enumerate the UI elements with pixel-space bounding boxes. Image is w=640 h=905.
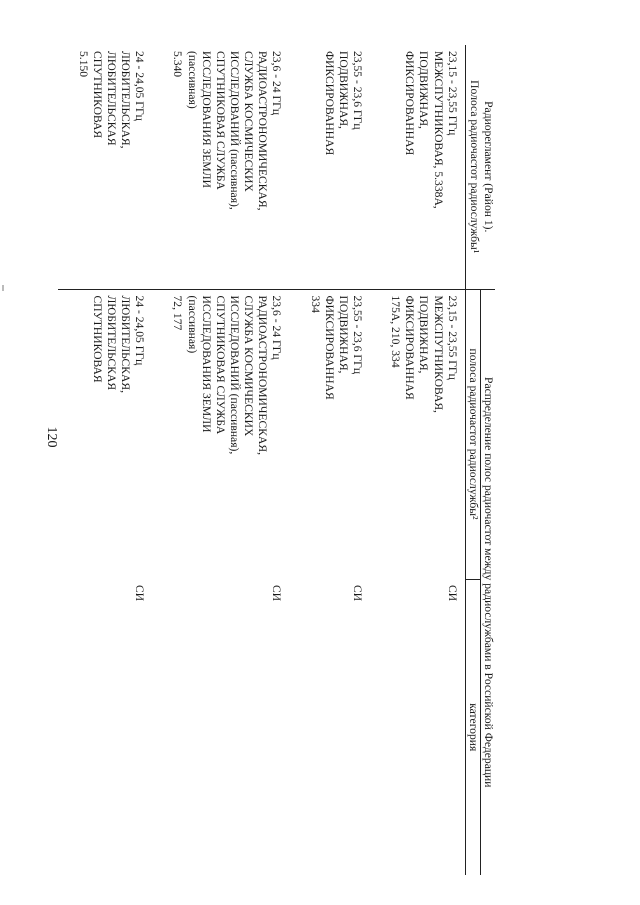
cell-frequency-band-line: ПОДВИЖНАЯ,	[417, 295, 431, 374]
cell-frequency-band-line: ФИКСИРОВАННАЯ	[403, 295, 417, 400]
cell-frequency-band-line: 23,6 - 24 ГГц	[270, 295, 284, 360]
table-row	[58, 45, 153, 875]
cell-radio-regulations-line: СПУТНИКОВАЯ	[90, 51, 104, 139]
cell-radio-regulations	[152, 45, 289, 289]
cell-frequency-band-line: 23,55 - 23,6 ГГц	[351, 295, 365, 375]
cell-frequency-band-line: СЛУЖБА КОСМИЧЕСКИХ	[242, 295, 256, 437]
cell-radio-regulations-line: 23,55 - 23,6 ГГц	[351, 51, 365, 130]
cell-frequency-band	[58, 289, 153, 579]
rotated-table-area	[75, 45, 495, 875]
cell-category: СИ	[351, 585, 365, 602]
header-left-line: Полоса радиочастот радиослужбы¹	[467, 80, 481, 254]
cell-radio-regulations-line: 5.340	[171, 51, 185, 78]
scan-artifact	[2, 285, 4, 291]
cell-radio-regulations-line: ПОДВИЖНАЯ,	[336, 51, 350, 129]
cell-radio-regulations-line: 5.150	[76, 51, 90, 78]
cell-frequency-band-line: ПОДВИЖНАЯ,	[336, 295, 350, 374]
cell-radio-regulations-line: ИССЛЕДОВАНИЯ ЗЕМЛИ	[199, 51, 213, 188]
cell-frequency-band	[289, 289, 370, 579]
table-body	[58, 45, 466, 875]
cell-frequency-band	[152, 289, 289, 579]
cell-radio-regulations-line: ЛЮБИТЕЛЬСКАЯ,	[119, 51, 133, 149]
cell-frequency-band-line: ФИКСИРОВАННАЯ	[322, 295, 336, 400]
cell-frequency-band-line: 23,15 - 23,55 ГГц	[445, 295, 459, 380]
cell-radio-regulations	[370, 45, 465, 289]
header-frequency-band: полоса радиочастот радиослужбы²	[465, 289, 480, 579]
header-category: категория	[465, 579, 480, 875]
cell-radio-regulations-line: ФИКСИРОВАННАЯ	[403, 51, 417, 156]
cell-radio-regulations-line: 23,6 - 24 ГГц	[270, 51, 284, 116]
cell-category: СИ	[270, 585, 284, 602]
cell-frequency-band-line: ЛЮБИТЕЛЬСКАЯ	[105, 295, 119, 391]
cell-radio-regulations-line: ЛЮБИТЕЛЬСКАЯ	[105, 51, 119, 146]
frequency-allocation-table	[58, 45, 495, 875]
header-rf-allocation: Распределение полос радиочастот между радиослужбами в Российской Федерации	[480, 289, 495, 875]
cell-frequency-band-line: СПУТНИКОВАЯ СЛУЖБА	[213, 295, 227, 435]
cell-frequency-band-line: (пассивная)	[185, 295, 199, 354]
cell-frequency-band-line: 334	[308, 295, 322, 313]
cell-radio-regulations-line: СПУТНИКОВАЯ СЛУЖБА	[213, 51, 227, 190]
table-row	[289, 45, 370, 875]
cell-radio-regulations	[289, 45, 370, 289]
cell-radio-regulations-line: ФИКСИРОВАННАЯ	[322, 51, 336, 156]
cell-frequency-band-line: ИССЛЕДОВАНИЯ ЗЕМЛИ	[199, 295, 213, 433]
table-row	[370, 45, 465, 875]
cell-radio-regulations-line: РАДИОАСТРОНОМИЧЕСКАЯ,	[256, 51, 270, 211]
cell-frequency-band-line: 175А, 210, 334	[389, 295, 403, 368]
cell-radio-regulations	[58, 45, 153, 289]
cell-category: СИ	[133, 585, 147, 602]
cell-radio-regulations-line: МЕЖСПУТНИКОВАЯ, 5.338А,	[431, 51, 445, 209]
cell-frequency-band-line: 72, 177	[171, 295, 185, 331]
cell-radio-regulations-line: СЛУЖБА КОСМИЧЕСКИХ	[242, 51, 256, 192]
cell-frequency-band-line: СПУТНИКОВАЯ	[90, 295, 104, 383]
cell-category: СИ	[445, 585, 459, 602]
header-left-line: Радиорегламент (Район 1).	[482, 101, 495, 233]
cell-frequency-band-line: ЛЮБИТЕЛЬСКАЯ,	[119, 295, 133, 394]
table-rotation-wrapper	[75, 45, 495, 875]
cell-frequency-band-line: МЕЖСПУТНИКОВАЯ,	[431, 295, 445, 413]
page-number: 120	[44, 426, 59, 448]
cell-frequency-band-line: ИССЛЕДОВАНИЙ (пассивная),	[228, 295, 242, 455]
cell-radio-regulations-line: (пассивная)	[185, 51, 199, 109]
cell-frequency-band	[370, 289, 465, 579]
cell-radio-regulations-line: ИССЛЕДОВАНИЙ (пассивная),	[228, 51, 242, 210]
cell-frequency-band-line: 24 - 24,05 ГГц	[133, 295, 147, 366]
table-row	[152, 45, 289, 875]
header-radio-regulations	[465, 45, 495, 289]
cell-radio-regulations-line: 23,15 - 23,55 ГГц	[445, 51, 459, 136]
table-header-row-1	[480, 45, 495, 875]
cell-frequency-band-line: РАДИОАСТРОНОМИЧЕСКАЯ,	[256, 295, 270, 455]
cell-radio-regulations-line: ПОДВИЖНАЯ,	[417, 51, 431, 129]
cell-radio-regulations-line: 24 - 24,05 ГГц	[133, 51, 147, 121]
